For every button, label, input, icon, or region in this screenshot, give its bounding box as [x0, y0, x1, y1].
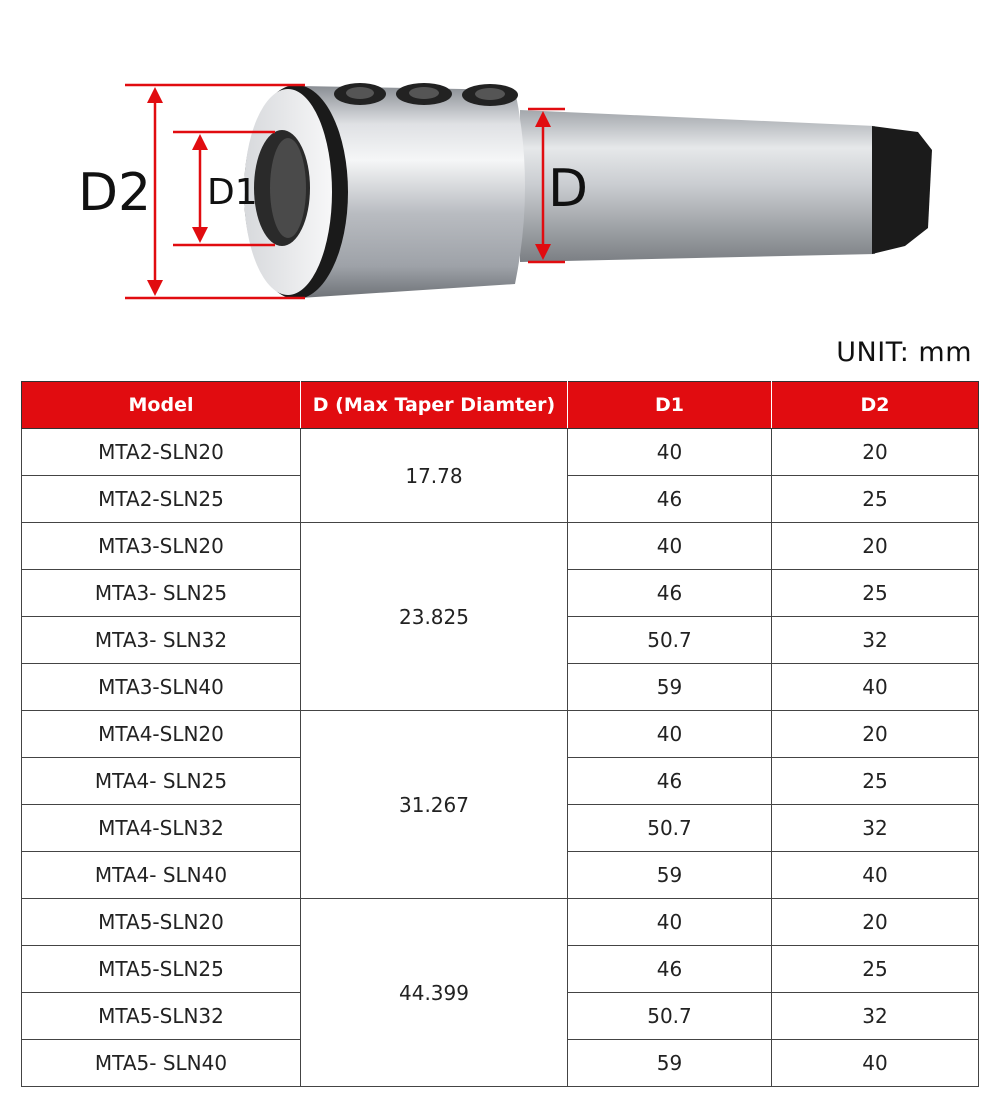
table-row — [22, 523, 979, 570]
model-cell: MTA4-SLN20 — [22, 711, 301, 758]
d1-cell: 40 — [568, 899, 772, 946]
model-cell: MTA5- SLN40 — [22, 1040, 301, 1087]
holder-body — [244, 85, 525, 299]
max-taper-diameter-cell: 23.825 — [301, 523, 568, 711]
d2-cell: 20 — [772, 899, 979, 946]
table-header-row — [22, 382, 979, 429]
unit-label: UNIT: mm — [836, 337, 972, 368]
spec-table — [21, 381, 979, 1087]
model-cell: MTA4- SLN25 — [22, 758, 301, 805]
d2-cell: 20 — [772, 711, 979, 758]
max-taper-diameter-cell: 17.78 — [301, 429, 568, 523]
d2-cell: 32 — [772, 617, 979, 664]
model-cell: MTA3-SLN20 — [22, 523, 301, 570]
header-d1: D1 — [568, 382, 772, 429]
d1-cell: 40 — [568, 429, 772, 476]
model-cell: MTA2-SLN20 — [22, 429, 301, 476]
d2-cell: 25 — [772, 570, 979, 617]
label-d2: D2 — [78, 163, 152, 223]
d1-cell: 50.7 — [568, 805, 772, 852]
header-d: D (Max Taper Diamter) — [301, 382, 568, 429]
d1-cell: 46 — [568, 758, 772, 805]
d2-cell: 20 — [772, 429, 979, 476]
model-cell: MTA4-SLN32 — [22, 805, 301, 852]
d2-cell: 40 — [772, 1040, 979, 1087]
d2-cell: 40 — [772, 664, 979, 711]
d2-cell: 25 — [772, 758, 979, 805]
table-row — [22, 429, 979, 476]
d1-cell: 59 — [568, 664, 772, 711]
d1-cell: 40 — [568, 711, 772, 758]
d1-cell: 46 — [568, 570, 772, 617]
max-taper-diameter-cell: 44.399 — [301, 899, 568, 1087]
model-cell: MTA2-SLN25 — [22, 476, 301, 523]
model-cell: MTA3- SLN25 — [22, 570, 301, 617]
model-cell: MTA5-SLN32 — [22, 993, 301, 1040]
d1-cell: 59 — [568, 1040, 772, 1087]
tang — [872, 126, 932, 254]
d1-cell: 46 — [568, 476, 772, 523]
d1-cell: 50.7 — [568, 617, 772, 664]
table-row — [22, 899, 979, 946]
model-cell: MTA3-SLN40 — [22, 664, 301, 711]
model-cell: MTA5-SLN25 — [22, 946, 301, 993]
header-model: Model — [22, 382, 301, 429]
d2-cell: 20 — [772, 523, 979, 570]
table-body — [22, 429, 979, 1087]
d1-cell: 59 — [568, 852, 772, 899]
d2-cell: 32 — [772, 993, 979, 1040]
table-row — [22, 711, 979, 758]
max-taper-diameter-cell: 31.267 — [301, 711, 568, 899]
d1-cell: 40 — [568, 523, 772, 570]
model-cell: MTA5-SLN20 — [22, 899, 301, 946]
d2-cell: 25 — [772, 476, 979, 523]
model-cell: MTA4- SLN40 — [22, 852, 301, 899]
label-d: D — [548, 159, 589, 219]
header-d2: D2 — [772, 382, 979, 429]
tool-holder-diagram — [0, 0, 1000, 330]
set-screw-holes — [334, 83, 518, 106]
label-d1: D1 — [207, 172, 258, 213]
d1-cell: 46 — [568, 946, 772, 993]
model-cell: MTA3- SLN32 — [22, 617, 301, 664]
d2-cell: 25 — [772, 946, 979, 993]
d1-cell: 50.7 — [568, 993, 772, 1040]
d2-cell: 40 — [772, 852, 979, 899]
d2-cell: 32 — [772, 805, 979, 852]
